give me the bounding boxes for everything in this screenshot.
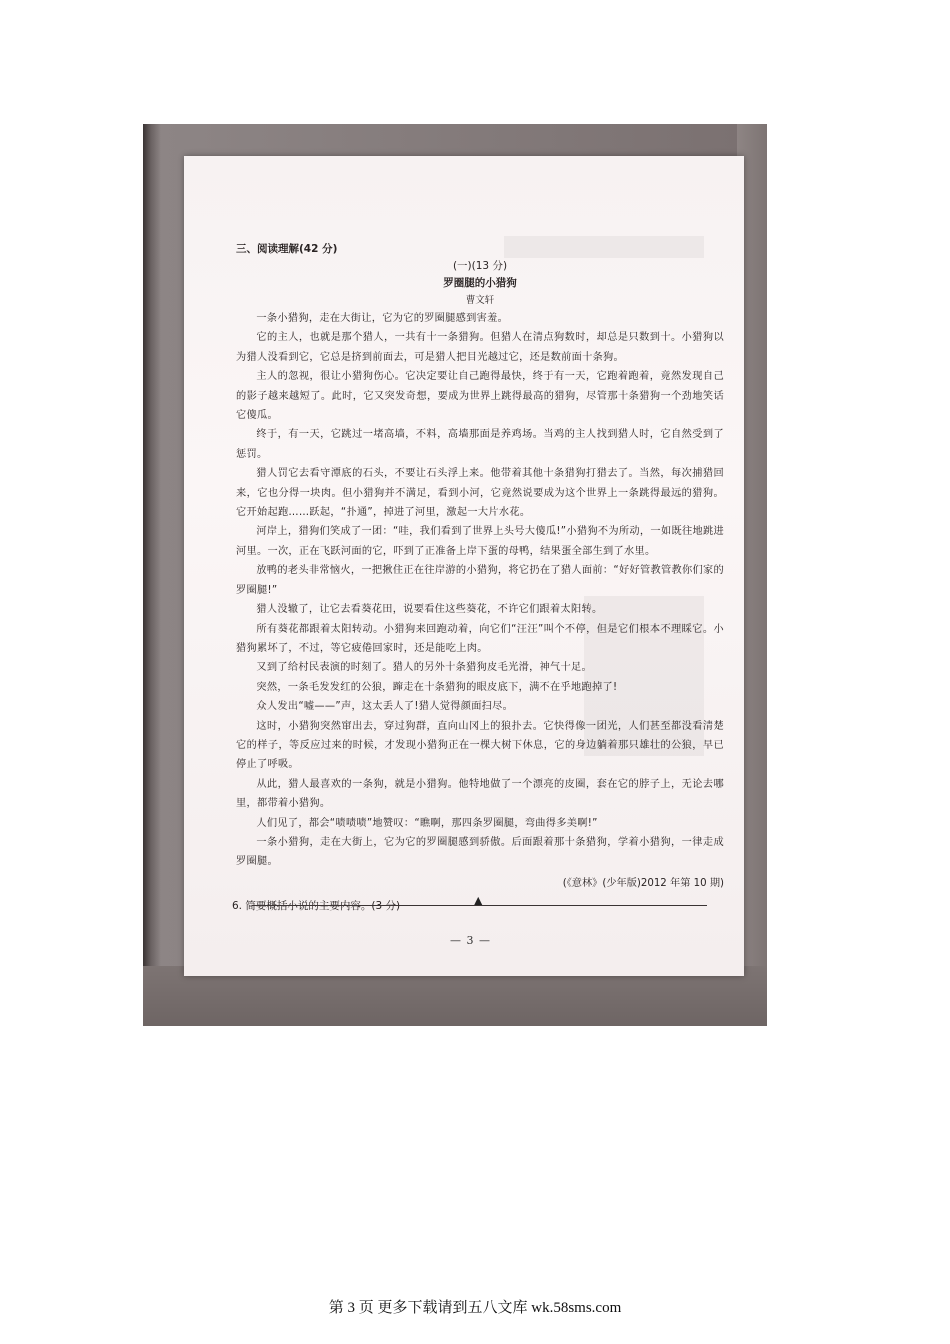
story-title: 罗圈腿的小猎狗	[443, 277, 517, 289]
triangle-marker-icon: ▲	[474, 894, 483, 907]
paragraph: 从此，猎人最喜欢的一条狗，就是小猎狗。他特地做了一个漂亮的皮圈，套在它的脖子上，无论去哪里，都带着小猎狗。	[236, 778, 724, 810]
story-author: 曹文轩	[465, 295, 495, 306]
reading-passage	[232, 240, 724, 917]
paragraph: 这时，小猎狗突然窜出去，穿过狗群，直向山冈上的狼扑去。它快得像一团光，人们甚至都没看清楚它的样子，等反应过来的时候，才发现小猎狗正在一棵大树下休息，它的身边躺着那只雄壮的公狼，早已停止了呼吸。	[236, 720, 724, 771]
exam-paper-sheet	[184, 156, 744, 976]
section-heading: 三、阅读理解(42 分)	[236, 243, 338, 255]
paragraph: 突然，一条毛发发红的公狼，蹿走在十条猎狗的眼皮底下，满不在乎地跑掉了!	[256, 681, 618, 693]
paragraph: 猎人罚它去看守潭底的石头，不要让石头浮上来。他带着其他十条猎狗打猎去了。当然，每次捕猎回来，它也分得一块肉。但小猎狗并不满足，看到小河，它竟然说要成为这个世界上一条跳得最远的猎狗。它开始起跑……跃起，“扑通”，掉进了河里，激起一大片水花。	[236, 468, 724, 519]
scanned-page-photo	[143, 124, 767, 1026]
paragraph: 它的主人，也就是那个猎人，一共有十一条猎狗。但猎人在清点狗数时，却总是只数到十。小猎狗以为猎人没看到它，它总是挤到前面去，可是猎人把目光越过它，还是数前面十条狗。	[236, 332, 724, 363]
story-source: (《意林》(少年版)2012 年第 10 期)	[562, 877, 724, 889]
paragraph: 所有葵花都跟着太阳转动。小猎狗来回跑动着，向它们“汪汪”叫个不停，但是它们根本不理睬它。小猎狗累坏了，不过，等它疲倦回家时，还是能吃上肉。	[236, 623, 724, 654]
paper-page-number: — 3 —	[450, 934, 491, 947]
paragraph: 主人的忽视，很让小猎狗伤心。它决定要让自己跑得最快，终于有一天，它跑着跑着，竟然发现自己的影子越来越短了。此时，它又突发奇想，要成为世界上跳得最高的猎狗，尽管那十条猎狗一个劲地笑话它傻瓜。	[236, 371, 724, 422]
paragraph: 终于，有一天，它跳过一堵高墙，不料，高墙那面是养鸡场。当鸡的主人找到猎人时，它自然受到了惩罚。	[236, 429, 724, 460]
paragraph: 又到了给村民表演的时刻了。猎人的另外十条猎狗皮毛光滑，神气十足。	[256, 662, 592, 674]
paragraph: 人们见了，都会“啧啧啧”地赞叹：“瞧啊，那四条罗圈腿，弯曲得多美啊!”	[256, 817, 598, 829]
answer-line	[252, 905, 707, 906]
paragraph: 一条小猎狗，走在大街让，它为它的罗圈腿感到害羞。	[256, 313, 509, 324]
question-6: 6. 简要概括小说的主要内容。(3 分)	[232, 900, 401, 913]
part-heading: (一)(13 分)	[452, 260, 508, 272]
paragraph: 众人发出“嘘——”声，这太丢人了!猎人觉得颜面扫尽。	[256, 701, 514, 713]
paragraph: 一条小猎狗，走在大街上，它为它的罗圈腿感到骄傲。后面跟着那十条猎狗，学着小猎狗，一律走成罗圈腿。	[236, 836, 724, 868]
page-footer: 第 3 页 更多下载请到五八文库 wk.58sms.com	[328, 1300, 622, 1316]
paragraph: 河岸上，猎狗们笑成了一团：“哇，我们看到了世界上头号大傻瓜!”小猎狗不为所动，一如既往地跳进河里。一次，正在飞跃河面的它，吓到了正准备上岸下蛋的母鸭，结果蛋全部生到了水里。	[236, 526, 724, 557]
paragraph: 放鸭的老头非常恼火，一把揪住正在往岸游的小猎狗，将它扔在了猎人面前：“好好管教管教你们家的罗圈腿!”	[236, 565, 724, 596]
paragraph: 猎人没辙了，让它去看葵花田，说要看住这些葵花，不许它们跟着太阳转。	[256, 604, 603, 616]
